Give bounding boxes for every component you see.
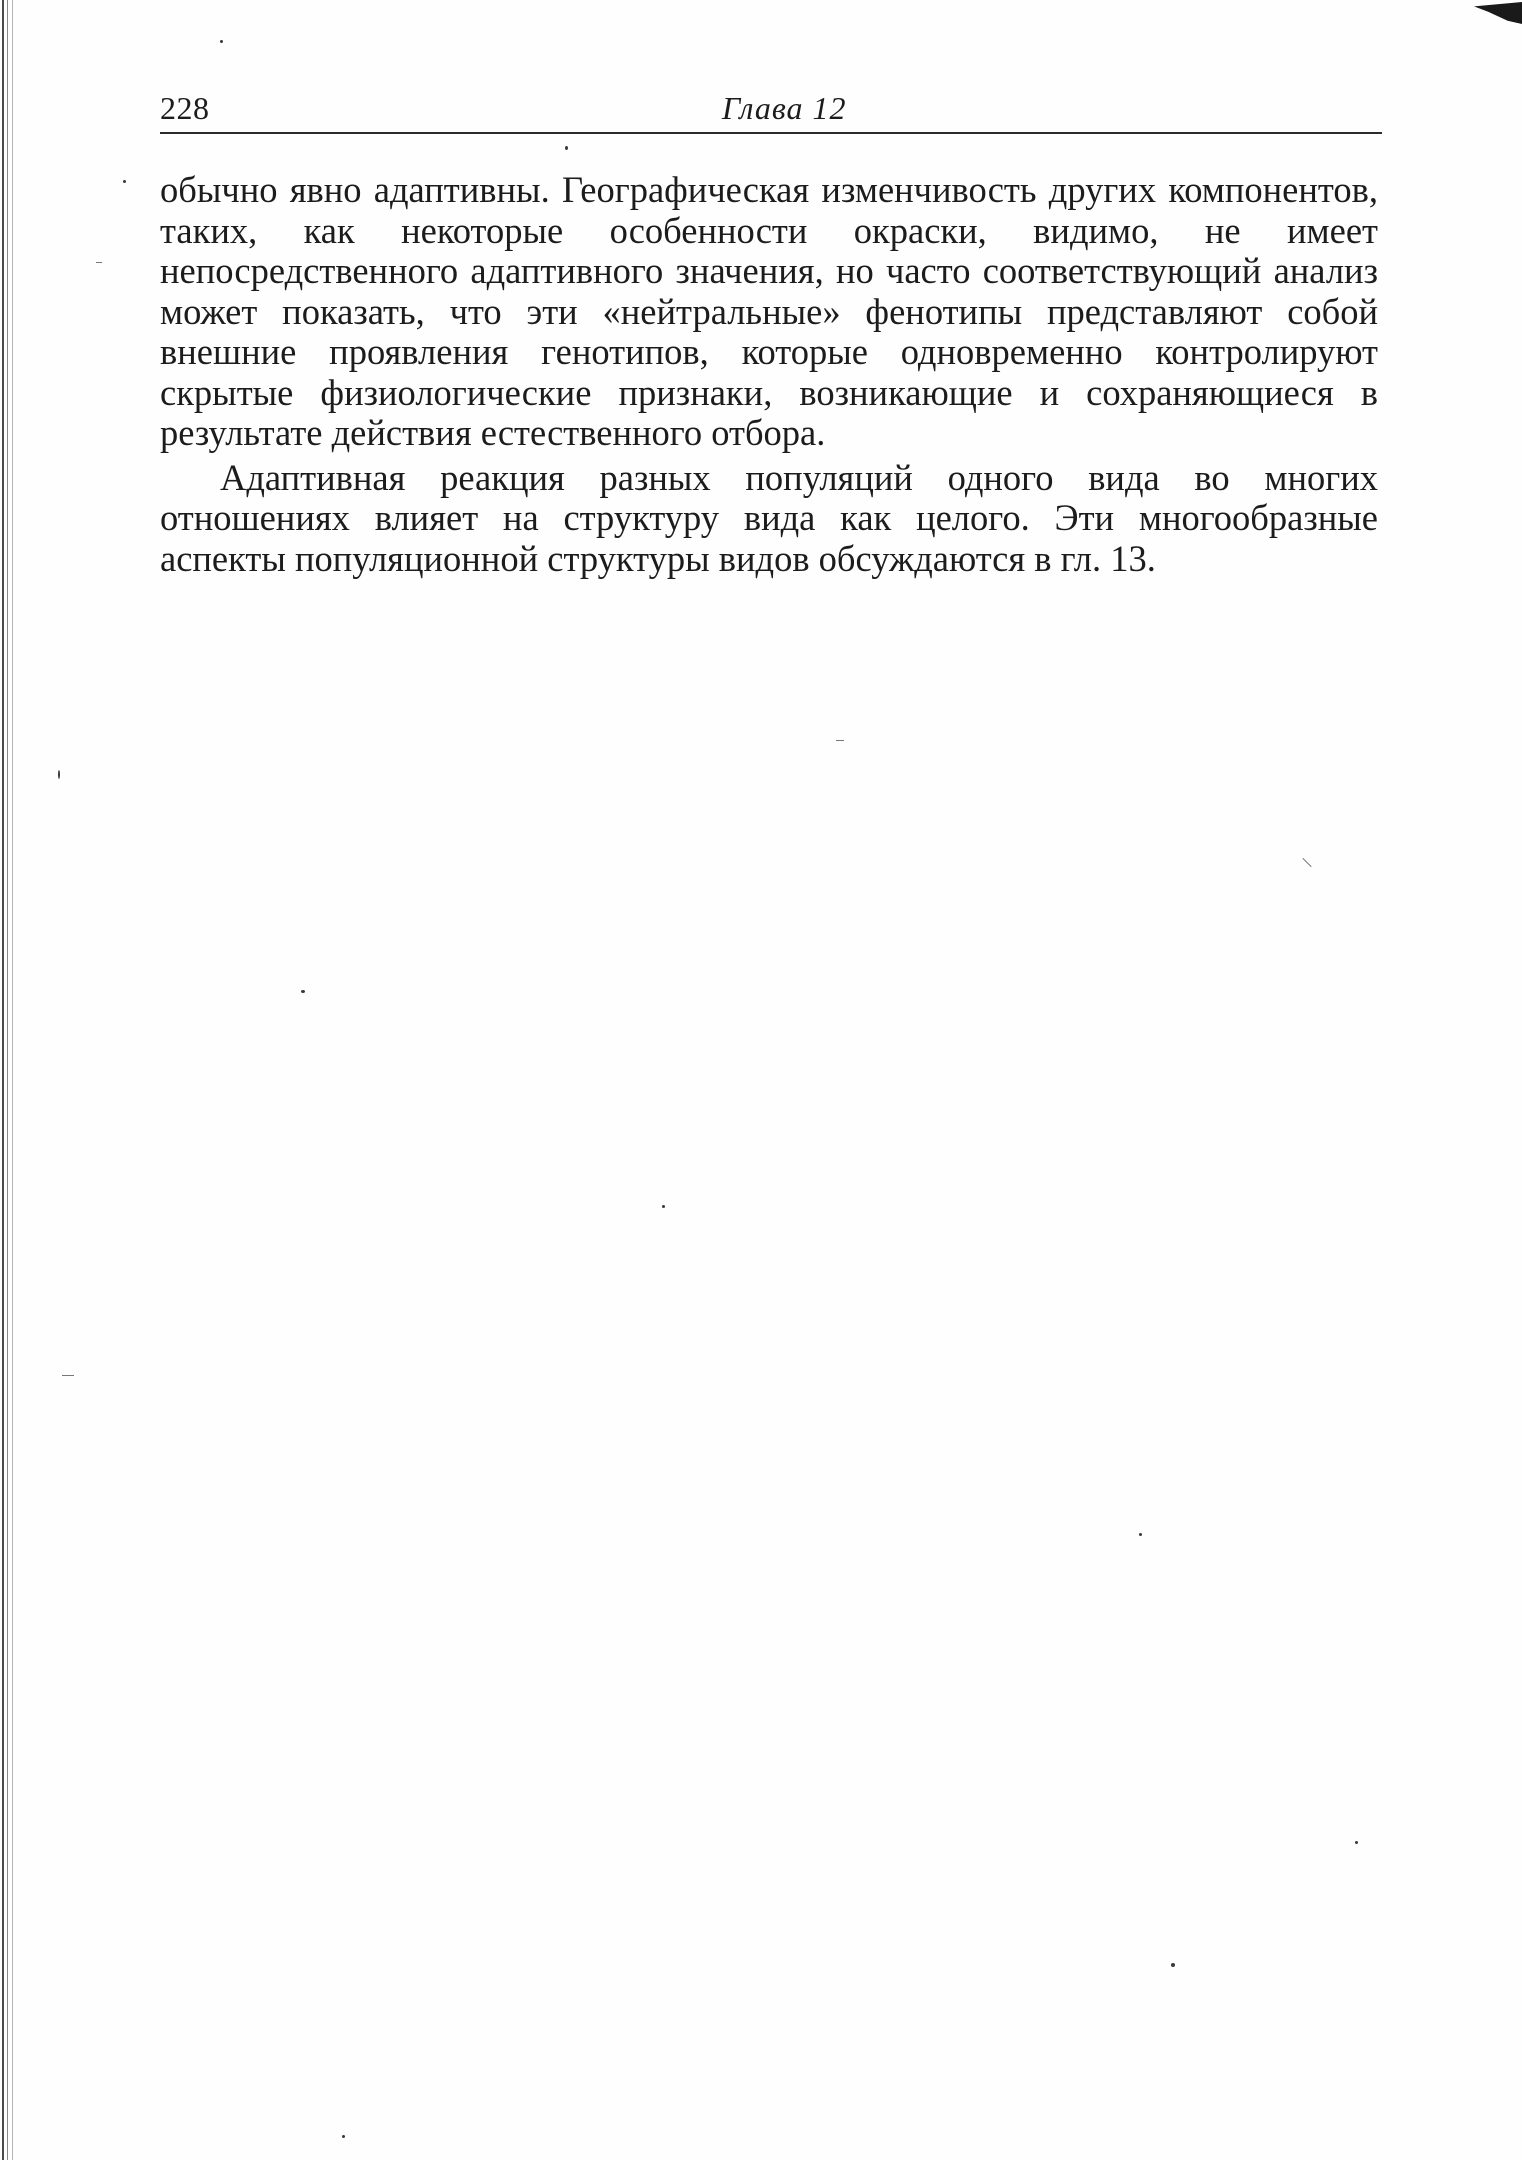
scan-speck [662,1205,665,1208]
scan-speck [220,40,223,43]
scan-dash [1302,858,1311,867]
scan-corner-blot [1474,2,1522,24]
scan-speck [123,180,126,183]
scan-speck [58,770,60,779]
paragraph: Адаптивная реакция разных популяций одного вида во многих отношениях влияет на структуру вида как целого. Эти многообразные аспекты популяционной структуры видов обсуждаются в гл. 13. [160,456,1378,579]
body-text [160,170,1378,579]
scan-speck [1355,1841,1358,1844]
page-header [160,88,1382,134]
scan-edge-line [12,0,13,2160]
scan-dash [62,1375,74,1376]
scan-edge-line [7,0,8,2160]
scan-speck [1139,1533,1142,1536]
paragraph: обычно явно адаптивны. Географическая изменчивость других компонентов, таких, как некоторые особенности окраски, видимо, не имеет непосредственного адаптивного значения, но часто соответствующий анализ может показать, что эти «нейтральные» фенотипы представляют собой внешние проявления генотипов, которые одновременно контролируют скрытые физиологические признаки, возникающие и сохраняющиеся в результате действия естественного отбора. [160,169,1378,453]
scan-speck [301,990,305,993]
scan-speck [1171,1963,1175,1967]
running-head: Глава 12 [722,90,847,126]
scan-edge-line [2,0,4,2160]
scan-dash [836,740,844,741]
scan-speck [342,2135,345,2138]
scan-speck [565,146,568,150]
scan-dash [96,262,102,263]
page-number: 228 [160,90,210,126]
